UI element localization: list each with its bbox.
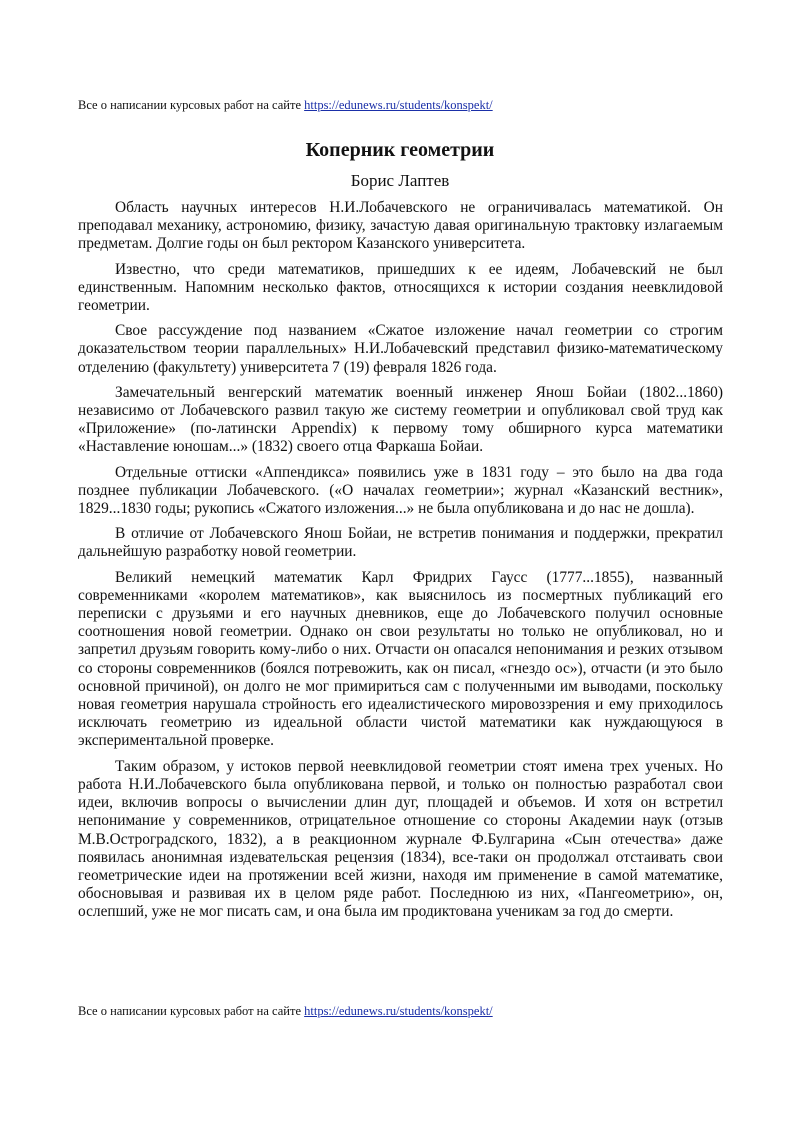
paragraph-6: В отличие от Лобачевского Янош Бойаи, не встретив понимания и поддержки, прекратил дальнейшую разработку новой геометрии. bbox=[78, 525, 723, 561]
paragraph-4: Замечательный венгерский математик военный инженер Янош Бойаи (1802...1860) независимо от Лобачевского развил такую же систему геометрии и опубликовал свой труд как «Приложение» (по-латински Appendix) к первому тому обширного курса математики «Наставление юношам...» (1832) своего отца Фаркаша Бойаи. bbox=[78, 383, 723, 456]
header-link[interactable]: https://edunews.ru/students/konspekt/ bbox=[304, 98, 493, 112]
footer-note bbox=[78, 1003, 493, 1019]
paragraph-1: Область научных интересов Н.И.Лобачевского не ограничивалась математикой. Он преподавал механику, астрономию, физику, зачастую давая оригинальную трактовку излагаемым предметам. Долгие годы он был ректором Казанского университета. bbox=[78, 199, 723, 253]
paragraph-7: Великий немецкий математик Карл Фридрих Гаусс (1777...1855), названный современниками «королем математиков», как выяснилось из посмертных публикаций его переписки с друзьями и его научных дневников, еще до Лобачевского получил основные соотношения новой геометрии. Однако он свои результаты но только не опубликовал, но и запретил друзьям говорить кому-либо о них. Отчасти он опасался непонимания и резких отзывом со стороны современников (боялся потревожить, как он писал, «гнездо ос»), отчасти (и это было основной причиной), он долго не мог примириться сам с полученными им выводами, поскольку новая геометрия нарушала стройность его идеалистического мировоззрения и ему приходилось исключать геометрию из идеальной области чистой математики как нуждающуюся в экспериментальной проверке. bbox=[78, 568, 723, 750]
document-title: Коперник геометрии bbox=[305, 139, 495, 161]
footer-link[interactable]: https://edunews.ru/students/konspekt/ bbox=[304, 1004, 493, 1018]
paragraph-5: Отдельные оттиски «Аппендикса» появились уже в 1831 году – это было на два года позднее публикации Лобачевского. («О началах геометрии»; журнал «Казанский вестник», 1829...1830 годы; рукопись «Сжатого изложения...» не была опубликована и до нас не дошла). bbox=[78, 463, 723, 518]
header-note-text: Все о написании курсовых работ на сайте bbox=[78, 98, 305, 112]
document-body bbox=[78, 199, 723, 929]
paragraph-2: Известно, что среди математиков, пришедших к ее идеям, Лобачевский не был единственным. Напомним несколько фактов, относящихся к истории создания неевклидовой геометрии. bbox=[78, 260, 723, 315]
document-author: Борис Лаптев bbox=[350, 171, 450, 190]
paragraph-3: Свое рассуждение под названием «Сжатое изложение начал геометрии со строгим доказательством теории параллельных» Н.И.Лобачевский представил физико-математическому отделению (факультету) университета 7 (19) февраля 1826 года. bbox=[78, 322, 723, 376]
footer-note-text: Все о написании курсовых работ на сайте bbox=[78, 1004, 305, 1018]
header-note bbox=[78, 97, 493, 113]
paragraph-8: Таким образом, у истоков первой неевклидовой геометрии стоят имена трех ученых. Но работа Н.И.Лобачевского была опубликована первой, и только он полностью разработал свои идеи, включив вопросы о вычислении длин дуг, площадей и объемов. И хотя он встретил непонимание у современников, отрицательное отношение со стороны Академии наук (отзыв М.В.Остроградского, 1832), а в реакционном журнале Ф.Булгарина «Сын отечества» даже появилась анонимная издевательская рецензия (1834), все-таки он продолжал отстаивать свои геометрические идеи на протяжении всей жизни, находя им применение в самой математике, обосновывая и развивая их в целом ряде работ. Последнюю из них, «Пангеометрию», он, ослепший, уже не мог писать сам, и она была им продиктована ученикам за год до смерти. bbox=[78, 757, 723, 921]
